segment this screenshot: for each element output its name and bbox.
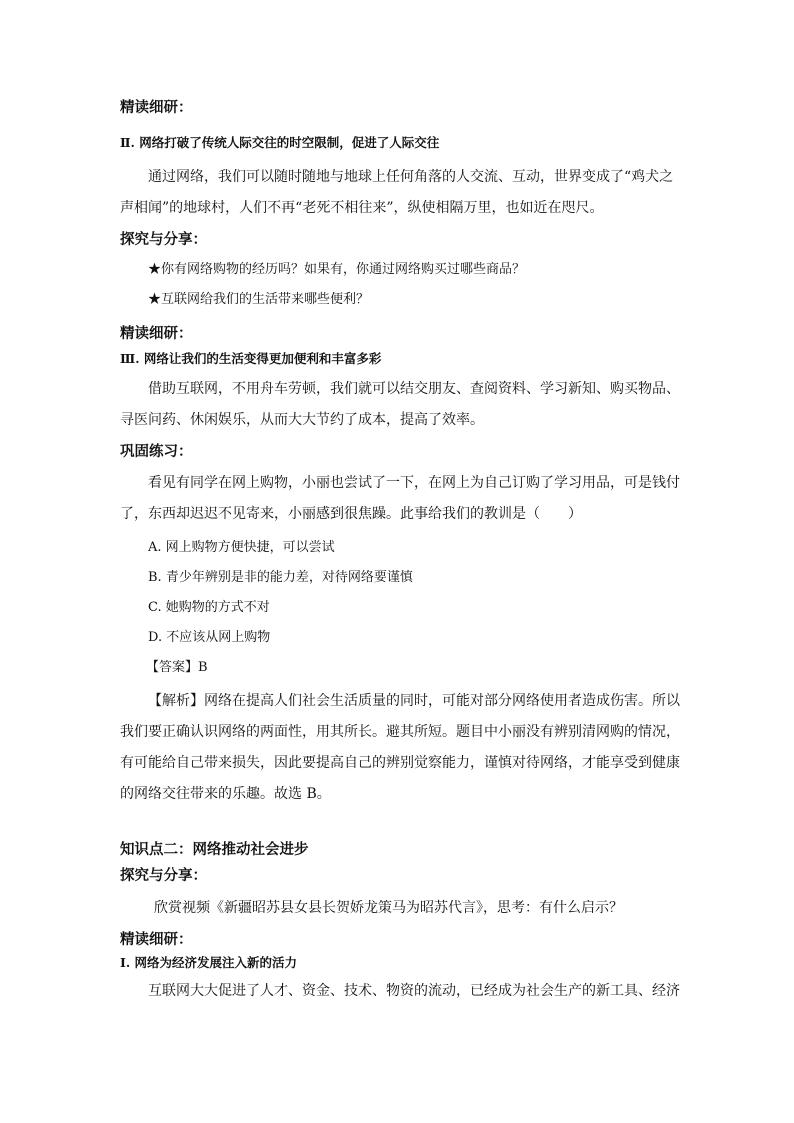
video-prompt: 欣赏视频《新疆昭苏县女县长贺娇龙策马为昭苏代言》，思考：有什么启示？: [154, 900, 623, 916]
paragraph-convenience: 借助互联网，不用舟车劳顿，我们就可以结交朋友、查阅资料、学习新知、购买物品、寻医问药、休闲娱乐，从而大大节约了成本，提高了效率。: [120, 381, 680, 428]
heading-close-reading-3: 精读细研：: [120, 931, 193, 948]
option-b: B. 青少年辨别是非的能力差，对待网络要谨慎: [148, 570, 413, 585]
option-a: A. 网上购物方便快捷，可以尝试: [148, 540, 335, 555]
answer-label: 【答案】B: [146, 660, 208, 675]
heading-explore-share-1: 探究与分享：: [120, 231, 207, 248]
subheading-ii: Ⅱ. 网络打破了传统人际交往的时空限制，促进了人际交往: [120, 135, 440, 150]
document-body: [120, 98, 680, 1007]
heading-practice: 巩固练习：: [120, 443, 193, 460]
subheading-i: Ⅰ. 网络为经济发展注入新的活力: [120, 955, 298, 970]
paragraph-network-communication: 通过网络，我们可以随时随地与地球上任何角落的人交流、互动，世界变成了“鸡犬之声相闻”的地球村，人们不再“老死不相往来”，纵使相隔万里，也如近在咫尺。: [120, 169, 674, 216]
question-internet-convenience: ★互联网给我们的生活带来哪些便利？: [148, 292, 370, 307]
option-d: D. 不应该从网上购物: [148, 630, 271, 645]
heading-knowledge-point-2: 知识点二：网络推动社会进步: [120, 841, 309, 858]
paragraph-economy: 互联网大大促进了人才、资金、技术、物资的流动，已经成为社会生产的新工具、经济: [148, 983, 680, 999]
option-c: C. 她购物的方式不对: [148, 600, 270, 615]
paragraph-explanation: 【解析】网络在提高人们社会生活质量的同时，可能对部分网络使用者造成伤害。所以我们要正确认识网络的两面性，用其所长。避其所短。题目中小丽没有辨别清网购的情况，有可能给自己带来损失，因此要提高自己的辨别觉察能力，谨慎对待网络，才能享受到健康的网络交往带来的乐趣。故选 B。: [120, 693, 680, 802]
subheading-iii: Ⅲ. 网络让我们的生活变得更加便利和丰富多彩: [120, 351, 382, 366]
paragraph-practice-question: 看见有同学在网上购物，小丽也尝试了一下，在网上为自己订购了学习用品，可是钱付了，东西却迟迟不见寄来，小丽感到很焦躁。此事给我们的教训是（ ）: [120, 475, 680, 522]
question-online-shopping: ★你有网络购物的经历吗？如果有，你通过网络购买过哪些商品？: [148, 262, 526, 277]
heading-close-reading-2: 精读细研：: [120, 325, 193, 342]
heading-explore-share-2: 探究与分享：: [120, 867, 207, 884]
heading-close-reading-1: 精读细研：: [120, 99, 193, 116]
